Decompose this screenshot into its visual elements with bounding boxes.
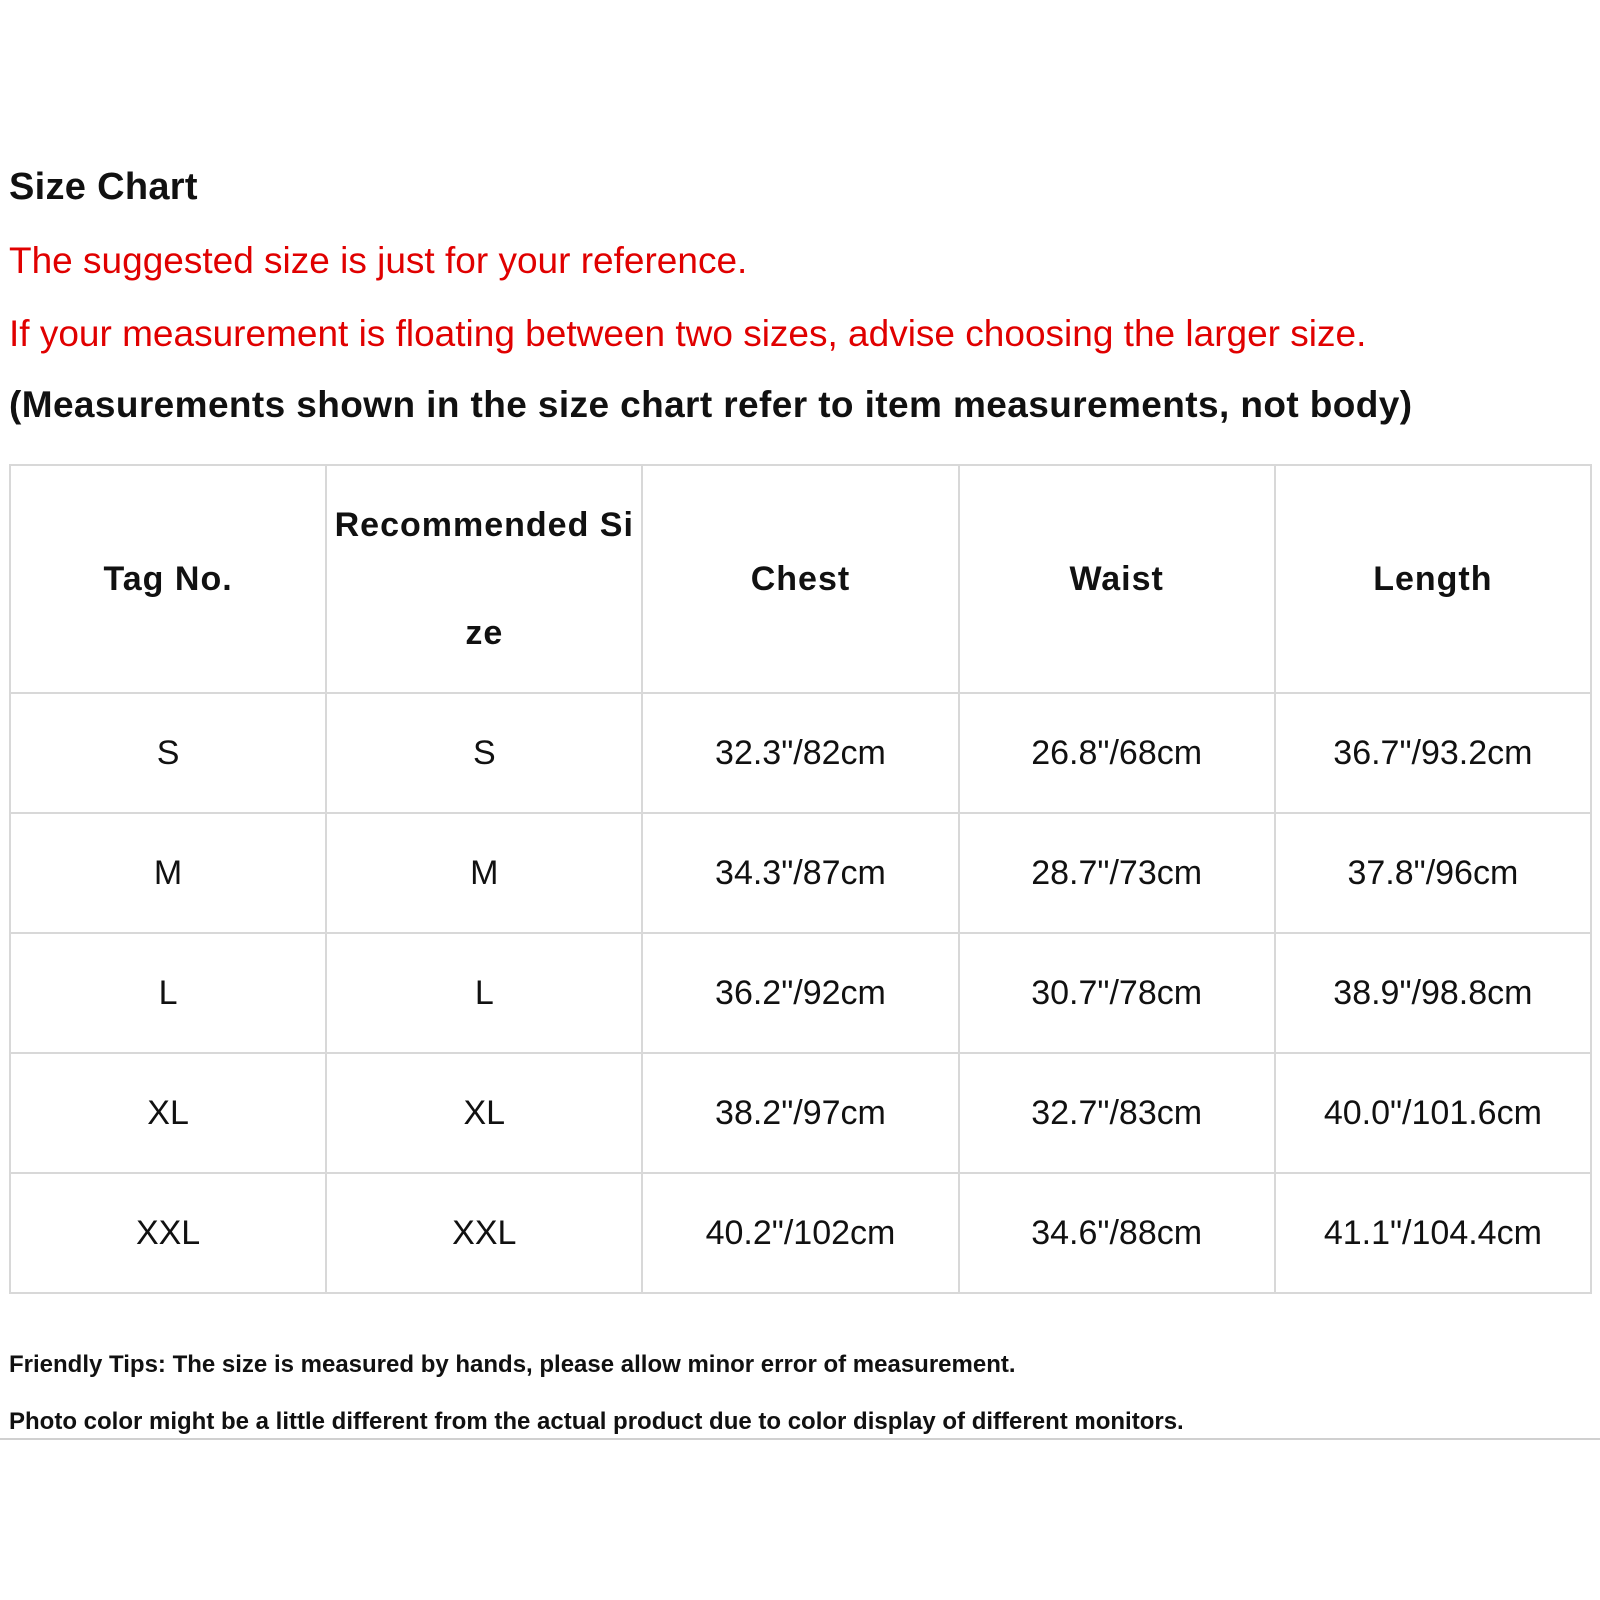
cell-waist: 34.6"/88cm — [959, 1173, 1275, 1293]
cell-recommended-size: XL — [326, 1053, 642, 1173]
size-table — [9, 464, 1592, 1294]
reference-note: The suggested size is just for your reference. — [9, 240, 748, 281]
table-row — [10, 813, 1591, 933]
photo-color-note: Photo color might be a little different from the actual product due to color display of different monitors. — [9, 1408, 1184, 1435]
cell-tag-no: XL — [10, 1053, 326, 1173]
cell-length: 36.7"/93.2cm — [1275, 693, 1591, 813]
page-title: Size Chart — [9, 166, 198, 208]
cell-length: 38.9"/98.8cm — [1275, 933, 1591, 1053]
table-row — [10, 693, 1591, 813]
cell-chest: 38.2"/97cm — [642, 1053, 958, 1173]
bottom-divider — [0, 1438, 1600, 1440]
table-row — [10, 933, 1591, 1053]
friendly-tips: Friendly Tips: The size is measured by hands, please allow minor error of measurement. — [9, 1351, 1016, 1378]
header-tag-no: Tag No. — [10, 465, 326, 693]
cell-chest: 36.2"/92cm — [642, 933, 958, 1053]
header-waist: Waist — [959, 465, 1275, 693]
cell-recommended-size: S — [326, 693, 642, 813]
header-recommended-size — [326, 465, 642, 693]
cell-waist: 30.7"/78cm — [959, 933, 1275, 1053]
cell-tag-no: L — [10, 933, 326, 1053]
cell-length: 40.0"/101.6cm — [1275, 1053, 1591, 1173]
cell-chest: 34.3"/87cm — [642, 813, 958, 933]
cell-length: 41.1"/104.4cm — [1275, 1173, 1591, 1293]
cell-recommended-size: XXL — [326, 1173, 642, 1293]
cell-recommended-size: M — [326, 813, 642, 933]
cell-waist: 28.7"/73cm — [959, 813, 1275, 933]
cell-tag-no: M — [10, 813, 326, 933]
cell-chest: 32.3"/82cm — [642, 693, 958, 813]
cell-waist: 26.8"/68cm — [959, 693, 1275, 813]
cell-recommended-size: L — [326, 933, 642, 1053]
table-row — [10, 1173, 1591, 1293]
cell-tag-no: XXL — [10, 1173, 326, 1293]
header-recommended-size-label: Recommended Size — [334, 506, 634, 652]
measurement-note: (Measurements shown in the size chart refer to item measurements, not body) — [9, 384, 1413, 425]
table-row — [10, 1053, 1591, 1173]
cell-waist: 32.7"/83cm — [959, 1053, 1275, 1173]
cell-chest: 40.2"/102cm — [642, 1173, 958, 1293]
cell-tag-no: S — [10, 693, 326, 813]
cell-length: 37.8"/96cm — [1275, 813, 1591, 933]
larger-size-note: If your measurement is floating between two sizes, advise choosing the larger size. — [9, 313, 1367, 354]
header-length: Length — [1275, 465, 1591, 693]
header-chest: Chest — [642, 465, 958, 693]
table-header-row — [10, 465, 1591, 693]
